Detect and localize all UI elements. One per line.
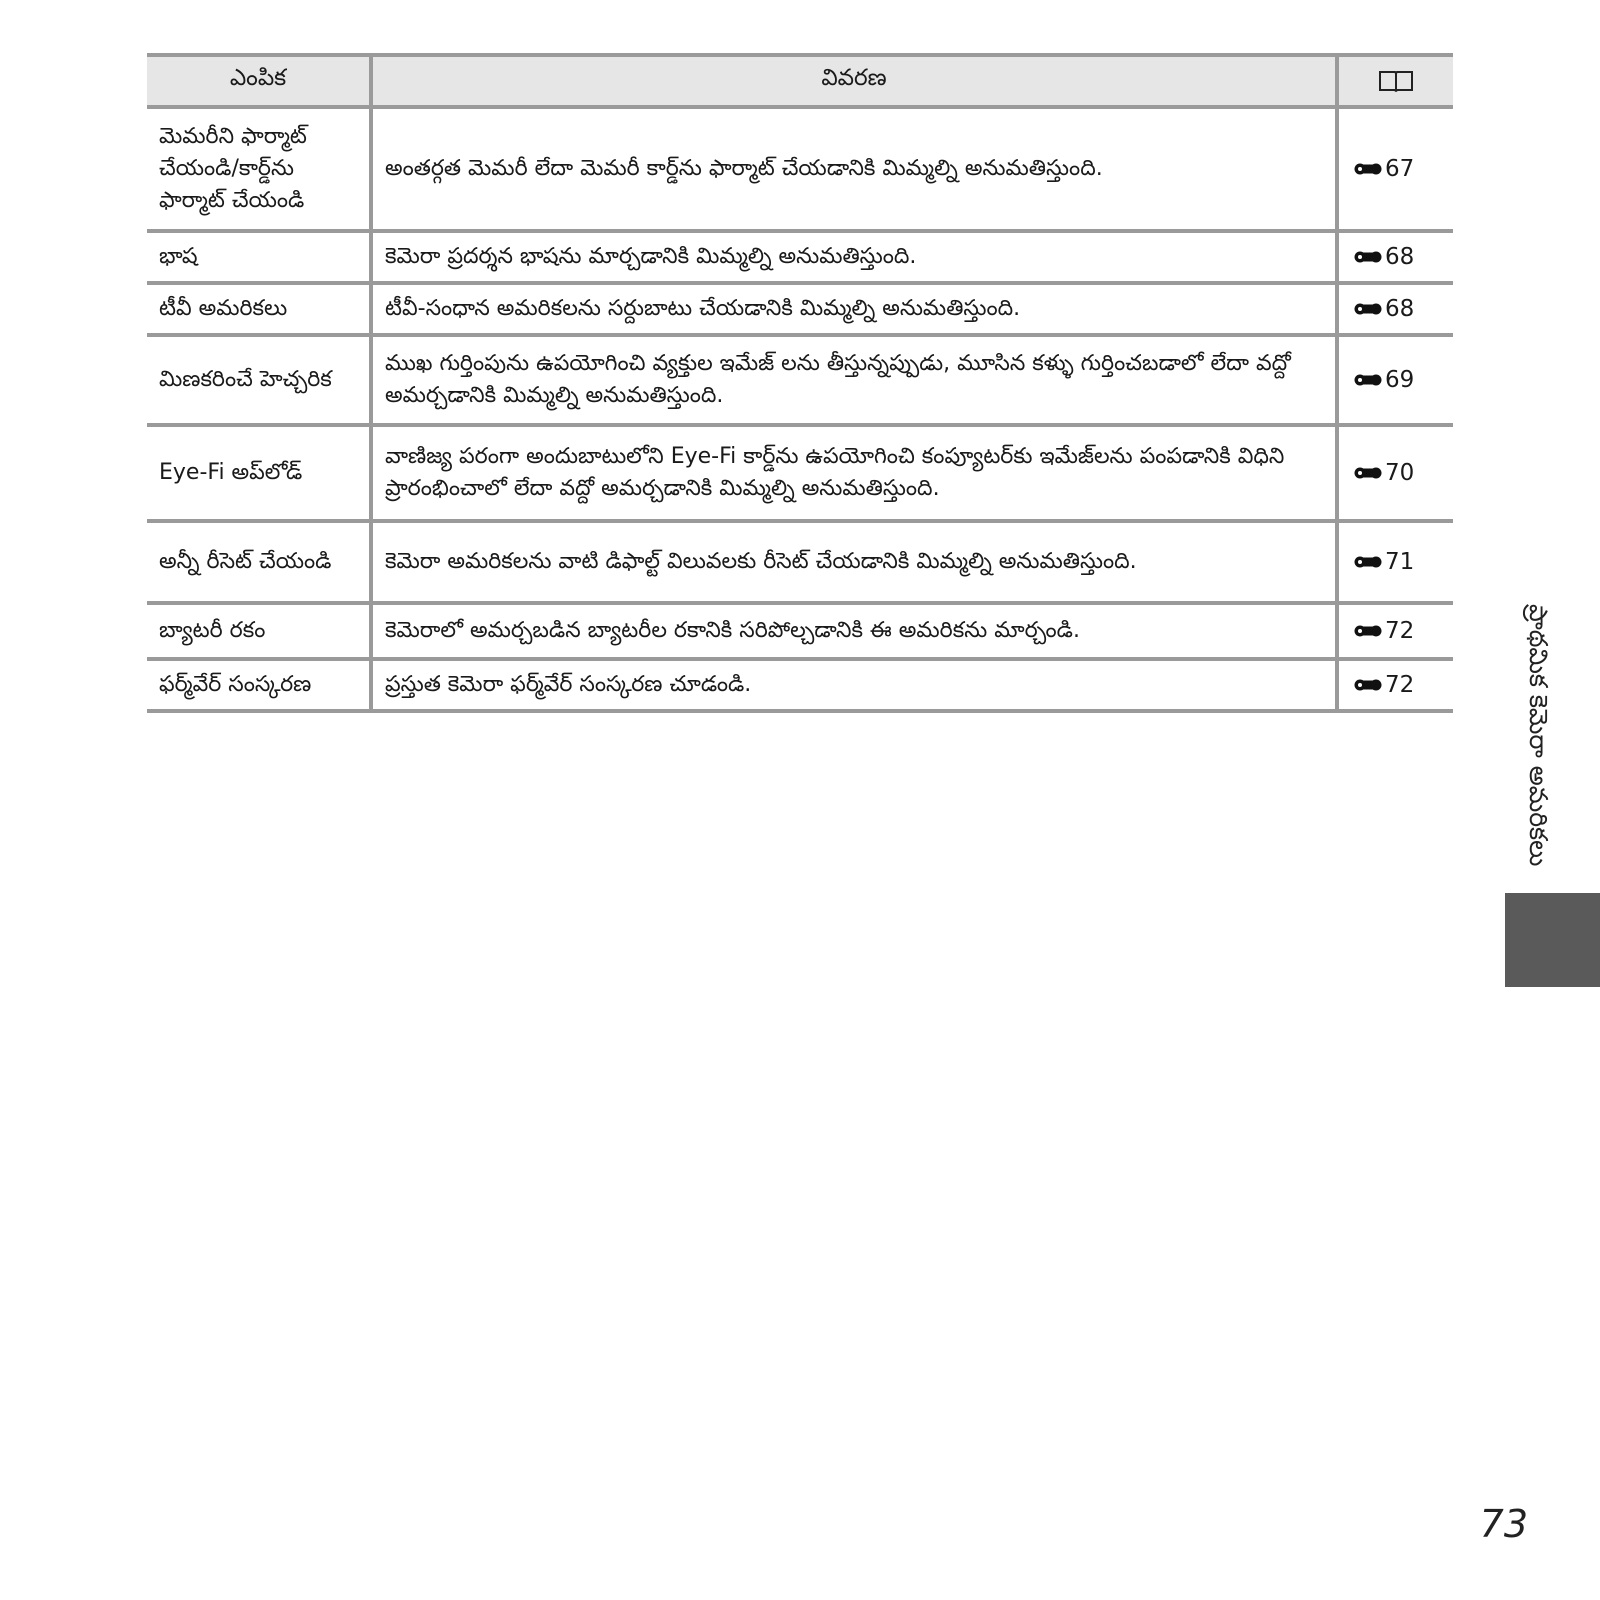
section-title: ప్రాథమిక కెమెరా అమరికలు xyxy=(1524,603,1553,867)
page-number: 73 xyxy=(1479,1502,1528,1546)
section-side-label xyxy=(1508,600,1568,870)
reference-section-icon xyxy=(1353,249,1383,265)
table-row xyxy=(147,603,1453,659)
option-cell: మిణకరించే హెచ్చరిక xyxy=(147,335,371,425)
reference-section-icon xyxy=(1353,301,1383,317)
reference-page: 70 xyxy=(1385,460,1415,486)
reference-cell xyxy=(1337,521,1453,603)
reference-cell xyxy=(1337,107,1453,231)
reference-section-icon xyxy=(1353,372,1383,388)
reference-section-icon xyxy=(1353,554,1383,570)
option-cell: టీవీ అమరికలు xyxy=(147,283,371,335)
book-icon xyxy=(1377,68,1415,94)
reference-page: 67 xyxy=(1385,156,1415,182)
reference-cell xyxy=(1337,603,1453,659)
table-row xyxy=(147,521,1453,603)
option-cell: మెమరీని ఫార్మాట్ చేయండి/కార్డ్‌ను ఫార్మాట్ చేయండి xyxy=(147,107,371,231)
option-cell: అన్నీ రీసెట్ చేయండి xyxy=(147,521,371,603)
description-cell: కెమెరాలో అమర్చబడిన బ్యాటరీల రకానికి సరిపోల్చడానికి ఈ అమరికను మార్చండి. xyxy=(371,603,1337,659)
reference-cell xyxy=(1337,231,1453,283)
settings-table xyxy=(147,53,1453,713)
table-row xyxy=(147,425,1453,521)
section-tab-marker xyxy=(1505,893,1600,987)
description-cell: టీవీ-సంధాన అమరికలను సర్దుబాటు చేయడానికి మిమ్మల్ని అనుమతిస్తుంది. xyxy=(371,283,1337,335)
table-header-row xyxy=(147,55,1453,107)
description-cell: అంతర్గత మెమరీ లేదా మెమరీ కార్డ్‌ను ఫార్మాట్ చేయడానికి మిమ్మల్ని అనుమతిస్తుంది. xyxy=(371,107,1337,231)
table-body xyxy=(147,107,1453,711)
table-row xyxy=(147,107,1453,231)
reference-page: 68 xyxy=(1385,296,1415,322)
header-reference xyxy=(1337,55,1453,107)
option-cell: Eye-Fi అప్‌లోడ్ xyxy=(147,425,371,521)
description-cell: వాణిజ్య పరంగా అందుబాటులోని Eye-Fi కార్డ్‌ను ఉపయోగించి కంప్యూటర్‌కు ఇమేజ్‌లను పంపడానికి విధిని ప్రారంభించాలో లేదా వద్దో అమర్చడానికి మిమ్మల్ని అనుమతిస్తుంది. xyxy=(371,425,1337,521)
table-row xyxy=(147,231,1453,283)
description-cell: కెమెరా ప్రదర్శన భాషను మార్చడానికి మిమ్మల్ని అనుమతిస్తుంది. xyxy=(371,231,1337,283)
header-option: ఎంపిక xyxy=(147,55,371,107)
table-row xyxy=(147,283,1453,335)
reference-page: 68 xyxy=(1385,244,1415,270)
reference-page: 72 xyxy=(1385,672,1415,698)
description-cell: ప్రస్తుత కెమెరా ఫర్మ్‌వేర్ సంస్కరణ చూడండి. xyxy=(371,659,1337,711)
option-cell: భాష xyxy=(147,231,371,283)
reference-page: 69 xyxy=(1385,367,1415,393)
option-cell: బ్యాటరీ రకం xyxy=(147,603,371,659)
reference-section-icon xyxy=(1353,161,1383,177)
reference-section-icon xyxy=(1353,465,1383,481)
reference-cell xyxy=(1337,659,1453,711)
reference-cell xyxy=(1337,283,1453,335)
reference-cell xyxy=(1337,425,1453,521)
reference-page: 72 xyxy=(1385,618,1415,644)
table-row xyxy=(147,335,1453,425)
reference-section-icon xyxy=(1353,623,1383,639)
reference-section-icon xyxy=(1353,677,1383,693)
reference-page: 71 xyxy=(1385,549,1415,575)
reference-cell xyxy=(1337,335,1453,425)
option-cell: ఫర్మ్‌వేర్ సంస్కరణ xyxy=(147,659,371,711)
description-cell: కెమెరా అమరికలను వాటి డిఫాల్ట్ విలువలకు రీసెట్ చేయడానికి మిమ్మల్ని అనుమతిస్తుంది. xyxy=(371,521,1337,603)
description-cell: ముఖ గుర్తింపును ఉపయోగించి వ్యక్తుల ఇమేజ్ లను తీస్తున్నప్పుడు, మూసిన కళ్ళు గుర్తించబడాలో లేదా వద్దో అమర్చడానికి మిమ్మల్ని అనుమతిస్తుంది. xyxy=(371,335,1337,425)
header-description: వివరణ xyxy=(371,55,1337,107)
table-row xyxy=(147,659,1453,711)
